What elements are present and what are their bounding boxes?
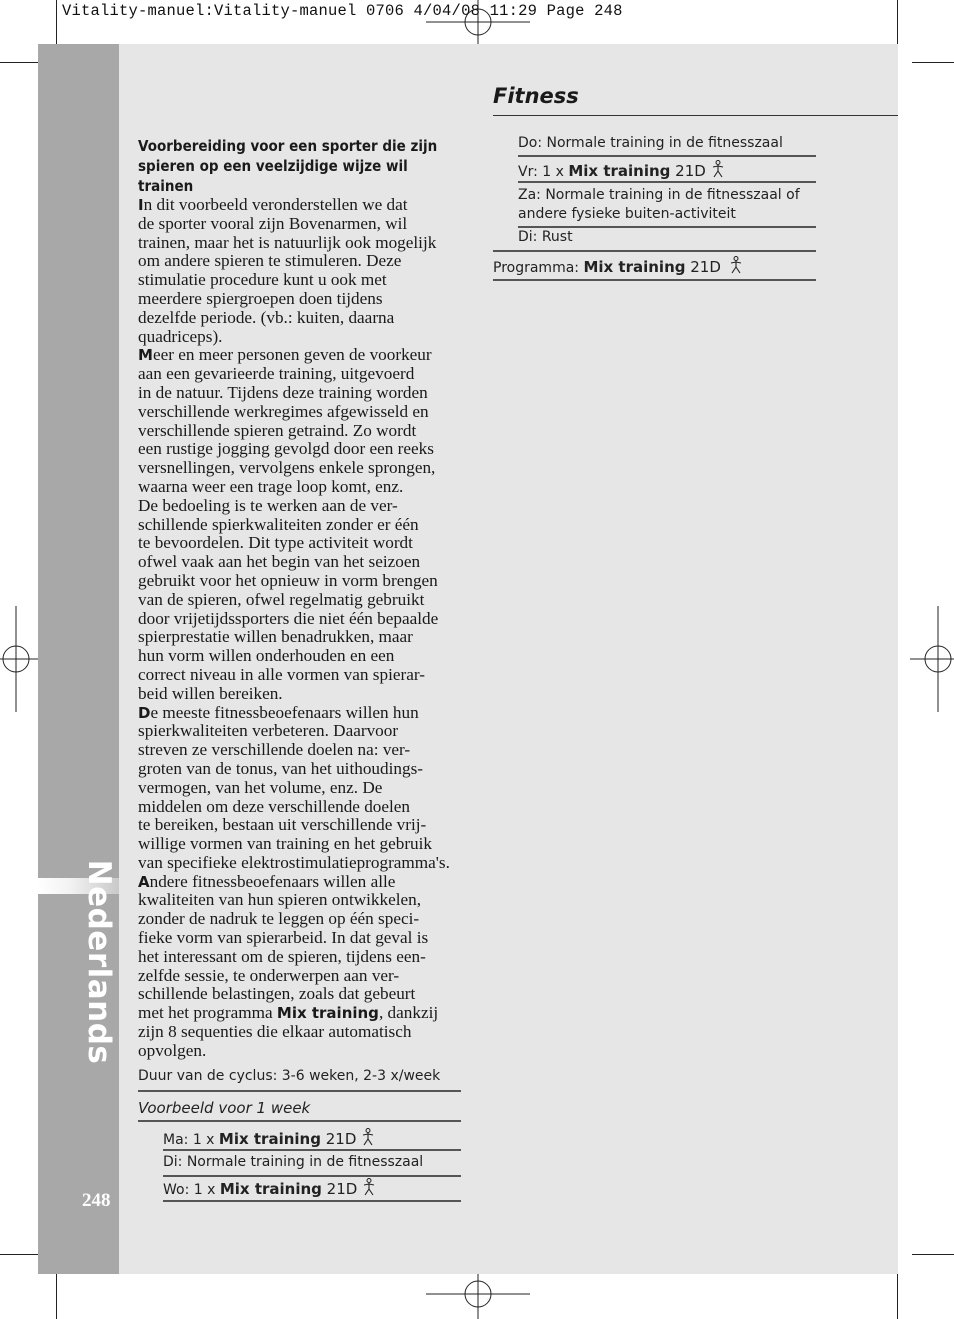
crop-mark — [897, 1272, 898, 1319]
crop-mark — [56, 1272, 57, 1319]
schedule-row-vr — [518, 160, 726, 180]
section-title: Fitness — [493, 84, 579, 108]
article-heading: Voorbereiding voor een sporter die zijn spieren op een veelzijdige wijze wil trainen — [138, 137, 438, 195]
row-line: Za: Normale training in de fitnesszaal of — [518, 187, 800, 203]
paragraph-4 — [138, 873, 468, 1061]
row-program: Mix training — [219, 1180, 322, 1198]
figure-icon — [361, 1178, 377, 1196]
crop-mark — [56, 0, 57, 46]
schedule-row-di-rust — [518, 229, 573, 245]
divider — [493, 250, 816, 252]
divider — [518, 181, 816, 183]
cycle-duration: Duur van de cyclus: 3-6 weken, 2-3 x/week — [138, 1068, 441, 1084]
row-suffix: 21D — [670, 162, 706, 180]
example-week-label: Voorbeeld voor 1 week — [138, 1099, 311, 1117]
paragraph-text: ndere fitnessbeoefenaars willen alle kwaliteiten van hun spieren ontwikkelen, zonder de nadruk te leggen op één speci- fieke vorm van spierarbeid. In dat geval is het interessant om de spieren, tijdens een- zelfde sessie, te onderwerpen aan ver- schillende belastingen, zoals dat gebeurt met het programma — [138, 871, 429, 1023]
divider — [163, 1200, 461, 1202]
paragraph-3 — [138, 704, 468, 873]
registration-mark-bottom — [426, 1268, 530, 1319]
paragraph-text: n dit voorbeeld veronderstellen we dat de sporter vooral zijn Bovenarmen, wil trainen, maar het is natuurlijk ook mogelijk om andere spieren te stimuleren. Deze stimulatie procedure kunt u ook met meerdere spiergroepen doen tijdens dezelfde periode. (vb.: kuiten, daarna quadriceps). — [138, 195, 437, 346]
paragraph-text: e meeste fitnessbeoefenaars willen hun spierkwaliteiten verbeteren. Daarvoor streven ze verschillende doelen na: ver- groten van de tonus, van het uithoudings- vermogen, van het volume, enz. De middelen om deze verschillende doelen te bereiken, bestaan uit verschillende vrij- willige vormen van training en het gebruik van specifieke elektrostimulatieprogramma's. — [138, 702, 450, 872]
row-suffix: 21D — [685, 258, 721, 276]
left-column — [138, 136, 468, 1061]
paragraph-2 — [138, 346, 468, 703]
paragraph-text: , dankzij zijn 8 sequenties die elkaar automatisch opvolgen. — [138, 1003, 439, 1060]
divider — [518, 226, 816, 228]
crop-header: Vitality-manuel:Vitality-manuel 0706 4/04/08 11:29 Page 248 — [62, 2, 623, 20]
divider — [493, 279, 816, 281]
row-line: andere fysieke buiten-activiteit — [518, 206, 736, 222]
drop-initial: I — [138, 196, 144, 214]
section-title-rule — [493, 115, 898, 116]
program-name: Mix training — [276, 1004, 379, 1023]
row-prefix: Programma: — [493, 260, 584, 276]
row-prefix: Di: Normale training in de fitnesszaal — [163, 1154, 424, 1170]
row-prefix: Ma: 1 x — [163, 1132, 219, 1148]
figure-icon — [360, 1128, 376, 1146]
figure-icon — [710, 160, 726, 178]
divider — [163, 1149, 461, 1151]
row-program: Mix training — [583, 258, 686, 276]
schedule-row-di — [163, 1154, 423, 1170]
divider — [138, 1120, 461, 1122]
row-suffix: 21D — [320, 1130, 357, 1148]
crop-mark — [0, 62, 42, 63]
crop-mark — [912, 62, 954, 63]
sidebar-language-label: Nederlands — [81, 859, 117, 1065]
divider — [138, 1090, 461, 1092]
row-prefix: Vr: 1 x — [518, 164, 569, 180]
crop-mark — [897, 0, 898, 46]
schedule-row-za — [518, 186, 800, 224]
paragraph-text: eer en meer personen geven de voorkeur aan een gevarieerde training, uitgevoerd in de natuur. Tijdens deze training worden verschillende werkregimes afgewisseld en verschillende spieren getraind. Zo wordt een rustige jogging gevolgd door een reeks versnellingen, vervolgens enkele sprongen, waarna weer een trage loop komt, enz. De bedoeling is te werken aan de ver- schillende spierkwaliteiten zonder er één te bevoordelen. Dit type activiteit wordt ofwel vaak aan het begin van het seizoen gebruikt voor het opnieuw in vorm brengen van de spieren, ofwel regelmatig gebruikt door vrijetijdssporters die niet één bepaalde spierprestatie willen benadrukken, maar hun vorm willen onderhouden en een correct niveau in alle vormen van spierar- beid willen bereiken. — [138, 345, 439, 703]
drop-initial: M — [138, 346, 153, 365]
schedule-row-do — [518, 135, 783, 151]
crop-mark — [912, 1254, 954, 1255]
paragraph-1 — [138, 196, 468, 346]
figure-icon — [728, 256, 744, 274]
program-row — [493, 256, 744, 276]
drop-initial: A — [138, 872, 150, 891]
page-number: 248 — [82, 1190, 111, 1211]
divider — [518, 155, 816, 157]
drop-initial: D — [138, 703, 151, 722]
row-program: Mix training — [218, 1130, 321, 1148]
divider — [163, 1175, 461, 1177]
registration-mark-top — [426, 0, 530, 50]
row-prefix: Do: Normale training in de fitnesszaal — [518, 135, 783, 151]
row-suffix: 21D — [321, 1180, 358, 1198]
row-prefix: Di: Rust — [518, 229, 573, 245]
row-prefix: Wo: 1 x — [163, 1182, 220, 1198]
registration-mark-right — [910, 606, 954, 712]
language-sidebar — [38, 44, 119, 1274]
crop-mark — [0, 1254, 42, 1255]
schedule-row-ma — [163, 1128, 376, 1148]
row-program: Mix training — [568, 162, 671, 180]
schedule-row-wo — [163, 1178, 377, 1198]
